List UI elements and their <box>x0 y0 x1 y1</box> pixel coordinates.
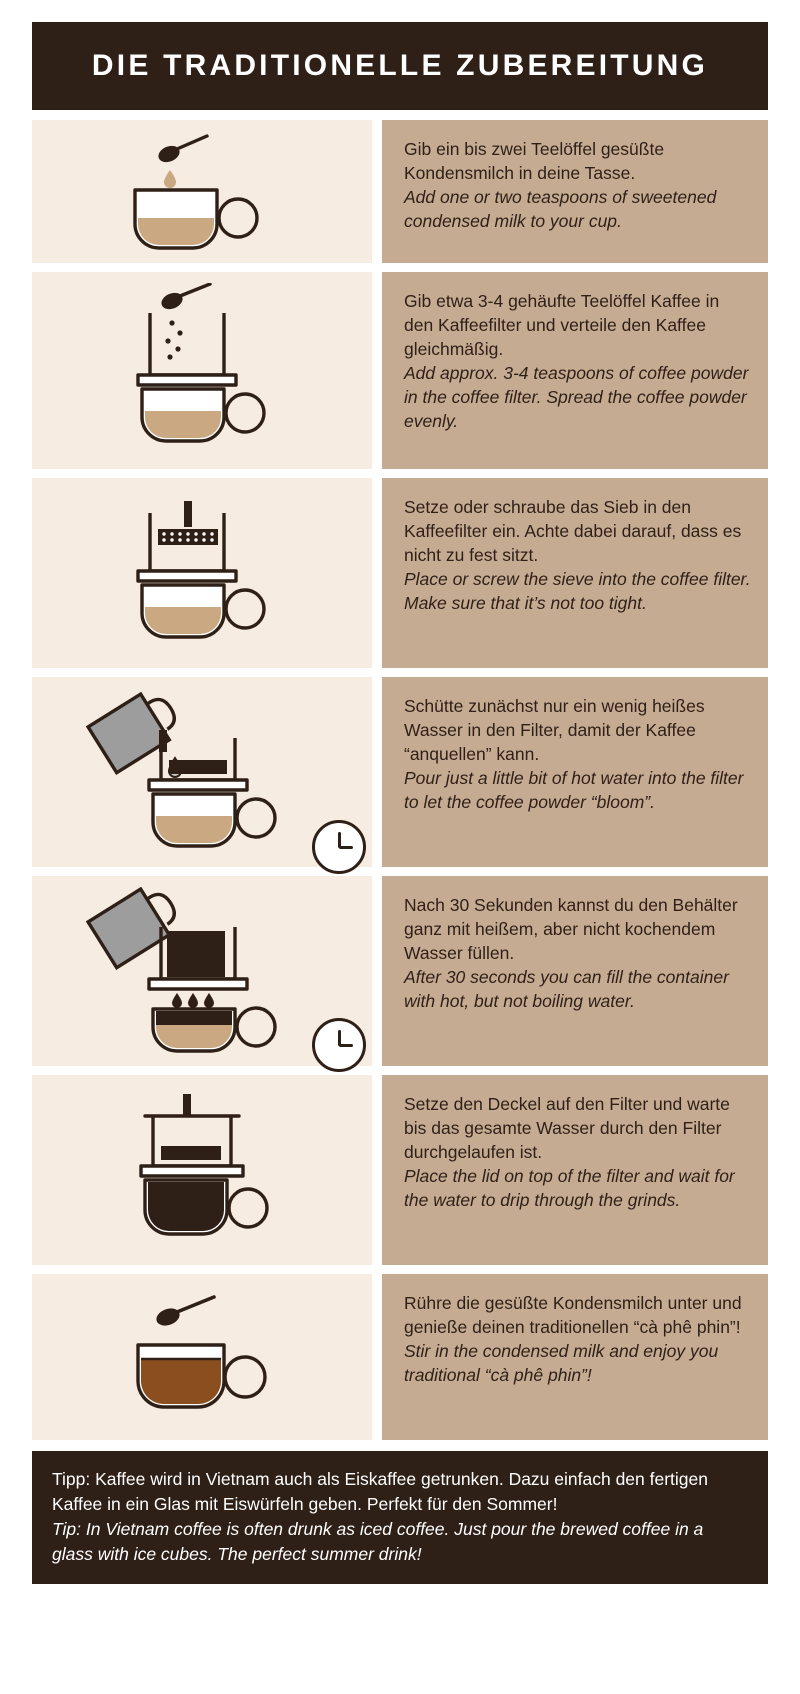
step-3-text-panel <box>382 478 768 668</box>
step-row <box>32 677 768 867</box>
steps-container <box>32 120 768 1440</box>
step-row <box>32 120 768 263</box>
step-1-text-en: Add one or two teaspoons of sweetened condensed milk to your cup. <box>404 186 717 231</box>
kettle-filling-container-icon <box>77 887 327 1055</box>
kettle-pouring-little-water-icon <box>77 688 327 856</box>
step-1-text-de: Gib ein bis zwei Teelöffel gesüßte Kondensmilch in deine Tasse. <box>404 139 665 183</box>
step-5-text-en: After 30 seconds you can fill the container with hot, but not boiling water. <box>404 966 729 1011</box>
step-5-text-de: Nach 30 Sekunden kannst du den Behälter ganz mit heißem, aber nicht kochendem Wasser füllen. <box>404 895 738 963</box>
footer-tip-banner <box>32 1451 768 1584</box>
step-1-text-panel <box>382 120 768 263</box>
step-6-text-panel <box>382 1075 768 1265</box>
cup-with-sieve-inserted-icon <box>102 491 302 656</box>
step-3-text-en: Place or screw the sieve into the coffee filter. Make sure that it’s not too tight. <box>404 568 751 613</box>
step-4-text-panel <box>382 677 768 867</box>
step-1-icon-panel <box>32 120 372 263</box>
step-6-text-en: Place the lid on top of the filter and wait for the water to drip through the grinds. <box>404 1165 735 1210</box>
step-4-text-de: Schütte zunächst nur ein wenig heißes Wasser in den Filter, damit der Kaffee “anquellen” kann. <box>404 696 705 764</box>
step-2-text-de: Gib etwa 3-4 gehäufte Teelöffel Kaffee in den Kaffeefilter und verteile den Kaffee gleichmäßig. <box>404 291 720 359</box>
footer-tip-de: Tipp: Kaffee wird in Vietnam auch als Eiskaffee getrunken. Dazu einfach den fertigen Kaffee in ein Glas mit Eiswürfeln geben. Perfekt für den Sommer! <box>52 1469 709 1514</box>
cup-with-lid-dripping-icon <box>97 1088 307 1253</box>
page-title: DIE TRADITIONELLE ZUBEREITUNG <box>91 49 709 82</box>
step-2-text-panel <box>382 272 768 469</box>
step-2-icon-panel <box>32 272 372 469</box>
step-5-text-panel <box>382 876 768 1066</box>
step-row <box>32 1274 768 1440</box>
step-6-text-de: Setze den Deckel auf den Filter und warte bis das gesamte Wasser durch den Filter durchgelaufen ist. <box>404 1094 730 1162</box>
step-row <box>32 876 768 1066</box>
step-7-text-en: Stir in the condensed milk and enjoy you traditional “cà phê phin”! <box>404 1340 719 1385</box>
cup-with-stirring-spoon-icon <box>102 1287 302 1427</box>
step-7-icon-panel <box>32 1274 372 1440</box>
timer-badge-1-icon <box>312 820 366 874</box>
step-row <box>32 478 768 668</box>
footer-tip-en: Tip: In Vietnam coffee is often drunk as iced coffee. Just pour the brewed coffee in a glass with ice cubes. The perfect summer drink! <box>52 1518 704 1564</box>
timer-badge-2-icon <box>312 1018 366 1072</box>
step-row <box>32 272 768 469</box>
header-banner <box>32 22 768 110</box>
step-3-text-de: Setze oder schraube das Sieb in den Kaffeefilter ein. Achte dabei darauf, dass es nicht zu fest sitzt. <box>404 497 742 565</box>
step-6-icon-panel <box>32 1075 372 1265</box>
step-7-text-de: Rühre die gesüßte Kondensmilch unter und genieße deinen traditionellen “cà phê phin”! <box>404 1293 742 1337</box>
step-3-icon-panel <box>32 478 372 668</box>
cup-with-filter-and-coffee-powder-spoon-icon <box>102 283 302 458</box>
step-2-text-en: Add approx. 3-4 teaspoons of coffee powder in the coffee filter. Spread the coffee powder evenly. <box>404 362 749 431</box>
cup-with-condensed-milk-spoon-icon <box>107 132 297 252</box>
step-4-text-en: Pour just a little bit of hot water into the filter to let the coffee powder “bloom”. <box>404 767 744 812</box>
step-row <box>32 1075 768 1265</box>
step-7-text-panel <box>382 1274 768 1440</box>
